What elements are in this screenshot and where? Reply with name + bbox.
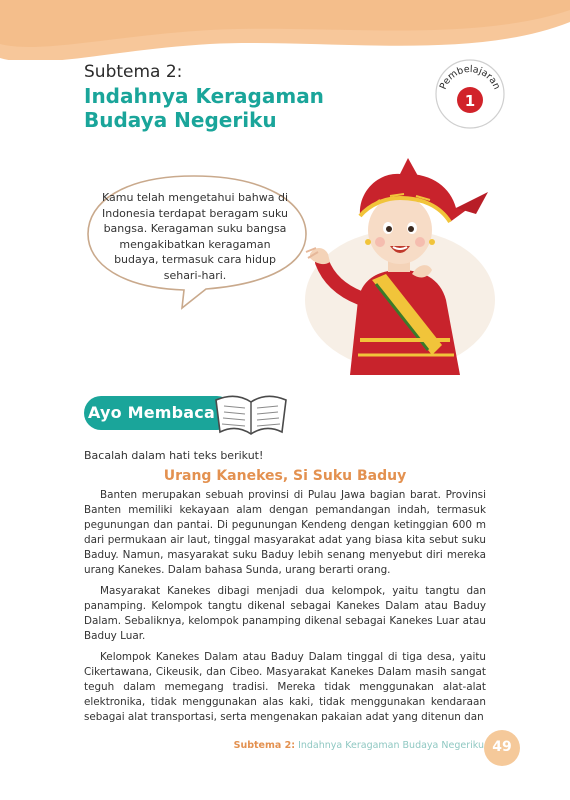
lesson-badge [434,58,506,130]
footer-title: Indahnya Keragaman Budaya Negeriku [298,740,484,751]
footer-subtema: Subtema 2: [233,740,296,751]
lesson-label: Pembelajaran [437,63,503,92]
article-paragraph: Kelompok Kanekes Dalam atau Baduy Dalam tinggal di tiga desa, yaitu Cikertawana, Cikeusik, dan Cibeo. Masyarakat Kanekes Dalam masih sangat teguh dalam memegang tradisi. Mereka tidak menggunakan alat-alat elektronika, tidak menggunakan alas kaki, tidak menggunakan kendaraan sebagai alat transportasi, serta mengenakan pakaian adat yang ditenun dan [84,651,486,723]
article-body [84,488,486,731]
open-book-icon [212,390,290,438]
article-title: Urang Kanekes, Si Suku Baduy [163,468,407,484]
page-title: Indahnya Keragaman Budaya Negeriku [84,84,324,132]
girl-in-traditional-dress-illustration [300,150,510,375]
lesson-number: 1 [464,92,476,110]
reading-instruction: Bacalah dalam hati teks berikut! [84,449,264,462]
article-paragraph: Banten merupakan sebuah provinsi di Pulau Jawa bagian barat. Provinsi Banten memiliki kekayaan alam dengan pemandangan indah, termasuk pegunungan dan pantai. Di pegunungan Kendeng dengan ketinggian 600 m dari permukaan air laut, tinggal masyarakat adat yang biasa kita sebut suku Baduy. Namun, masyarakat suku Baduy lebih senang menyebut diri mereka urang Kanekes. Dalam bahasa Sunda, urang berarti orang. [84,489,486,576]
top-decorative-band [0,0,570,60]
article-paragraph: Masyarakat Kanekes dibagi menjadi dua kelompok, yaitu tangtu dan panamping. Kelompok tangtu dikenal sebagai Kanekes Dalam atau Baduy Dalam. Sebaliknya, kelompok panamping dikenal sebagai Kanekes Luar atau Baduy Luar. [84,585,486,642]
subtema-label: Subtema 2: [84,62,183,82]
section-header-label: Ayo Membaca [88,403,215,422]
page-number: 49 [492,739,512,755]
speech-bubble-text: Kamu telah mengetahui bahwa di Indonesia terdapat beragam suku bangsa. Keragaman suku bangsa mengakibatkan keragaman budaya, termasuk cara hidup sehari-hari. [101,191,288,282]
footer-running-title [234,740,484,751]
